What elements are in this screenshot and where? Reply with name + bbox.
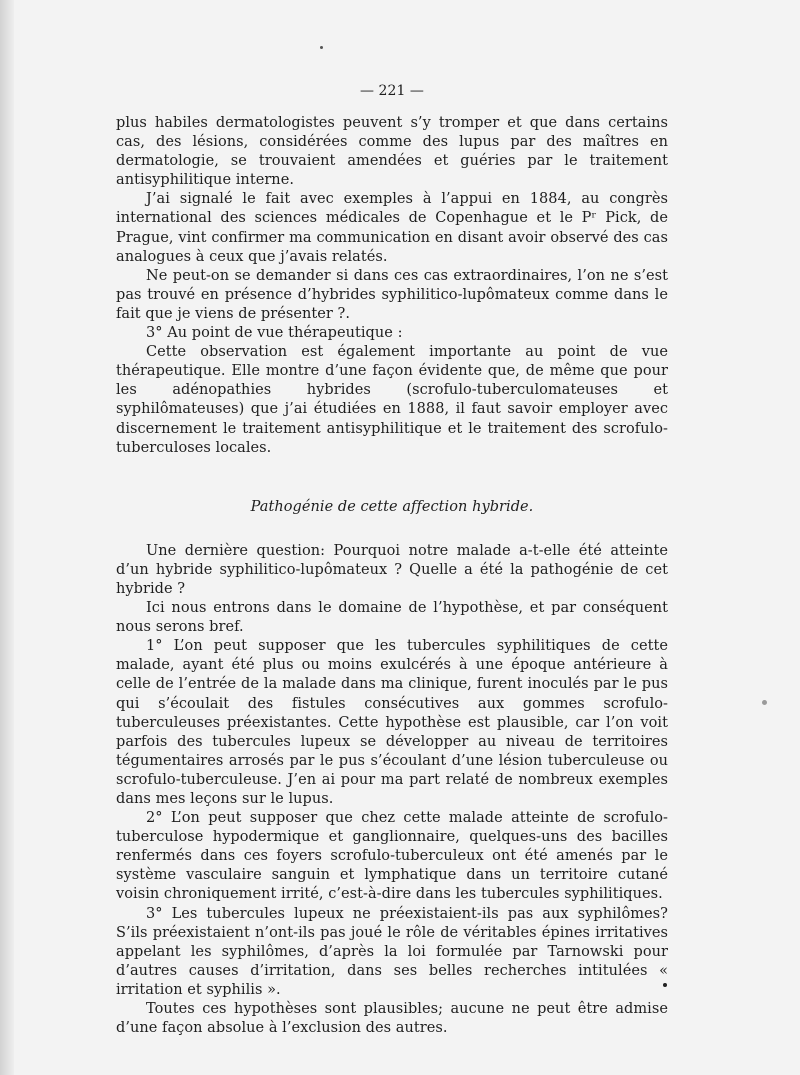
paragraph: Ne peut-on se demander si dans ces cas extraordinaires, l’on ne s’est pas trouvé en présence d’hybrides syphilitico-lupômateux comme dans le fait que je viens de présenter ?.: [116, 267, 668, 322]
paragraph: Toutes ces hypothèses sont plausibles; aucune ne peut être admise d’une façon absolue à l’exclusion des autres.: [116, 1001, 668, 1037]
page-text-block: [116, 82, 668, 1038]
scan-shadow-edge: [0, 0, 14, 1075]
scan-speck: [663, 983, 667, 987]
paragraph: 2° L’on peut supposer que chez cette malade atteinte de scrofulo-tuberculose hypodermique et ganglionnaire, quelques-uns des bacilles renfermés dans ces foyers scrofulo-tuberculeux ont été amenés par le système vasculaire sanguin et lymphatique dans un territoire cutané voisin chroniquement irrité, c’est-à-dire dans les tubercules syphilitiques.: [116, 810, 668, 903]
paragraph: plus habiles dermatologistes peuvent s’y tromper et que dans certains cas, des lésions, considérées comme des lupus par des maîtres en dermatologie, se trouvaient amendées et guéries par le traitement antisyphilitique interne.: [116, 115, 668, 189]
paragraph: 1° L’on peut supposer que les tubercules syphilitiques de cette malade, ayant été plus ou moins exulcérés à une époque antérieure à celle de l’entrée de la malade dans ma clinique, furent inoculés par le pus qui s’écoulait des fistules consécutives aux gommes scrofulo-tuberculeuses préexistantes. Cette hypothèse est plausible, car l’on voit parfois des tubercules lupeux se développer au niveau de territoires tégumentaires arrosés par le pus s’écoulant d’une lésion tuberculeuse ou scrofulo-tuberculeuse. J’en ai pour ma part relaté de nombreux exemples dans mes leçons sur le lupus.: [116, 638, 668, 807]
paragraph: Cette observation est également importante au point de vue thérapeutique. Elle montre d’une façon évidente que, de même que pour les adénopathies hybrides (scrofulo-tuberculomateuses et syphilômateuses) que j’ai étudiées en 1888, il faut savoir employer avec discernement le traitement antisyphilitique et le traitement des scrofulo-tuberculoses locales.: [116, 344, 668, 456]
paragraph: Une dernière question: Pourquoi notre malade a-t-elle été atteinte d’un hybride syphilitico-lupômateux ? Quelle a été la pathogénie de cet hybride ?: [116, 542, 668, 597]
paragraph: Ici nous entrons dans le domaine de l’hypothèse, et par conséquent nous serons bref.: [116, 600, 668, 636]
body-section-top: [116, 114, 668, 458]
page-number: — 221 —: [360, 83, 424, 99]
paragraph: 3° Au point de vue thérapeutique :: [146, 325, 403, 342]
paragraph: J’ai signalé le fait avec exemples à l’appui en 1884, au congrès international des sciences médicales de Copenhague et le Pʳ Pick, de Prague, vint confirmer ma communication en disant avoir observé des cas analogues à ceux que j’avais relatés.: [116, 191, 668, 265]
body-section-bottom: [116, 542, 668, 1038]
scan-speck: [762, 700, 767, 705]
section-heading: Pathogénie de cette affection hybride.: [250, 498, 534, 515]
scan-speck: [320, 46, 323, 49]
paragraph: 3° Les tubercules lupeux ne préexistaient-ils pas aux syphilômes? S’ils préexistaient n’ont-ils pas joué le rôle de véritables épines irritatives appelant les syphilômes, d’après la loi formulée par Tarnowski pour d’autres causes d’irritation, dans ses belles recherches intitulées « irritation et syphilis ».: [116, 905, 668, 998]
